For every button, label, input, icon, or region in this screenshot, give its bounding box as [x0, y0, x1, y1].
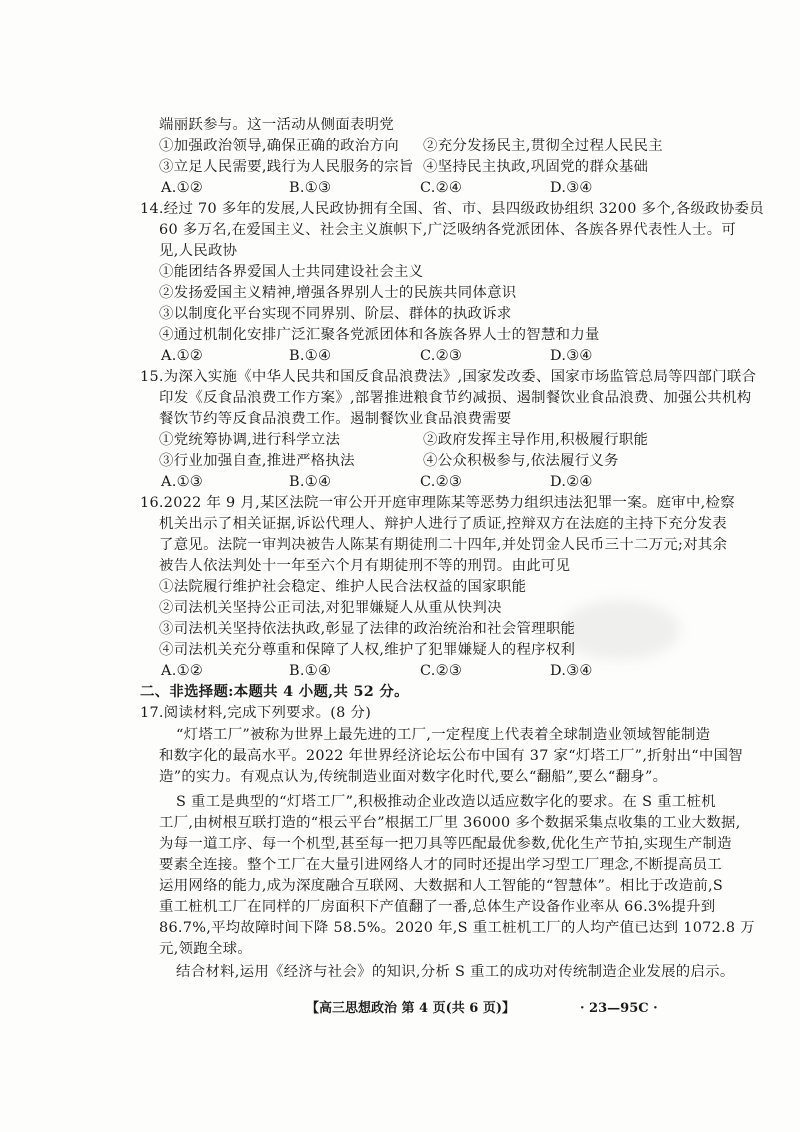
q17-para1-line-1: “灯塔工厂”被称为世界上最先进的工厂,一定程度上代表着全球制造业领域智能制造 — [176, 727, 711, 743]
q14-option-3: ③以制度化平台实现不同界别、阶层、群体的执政诉求 — [159, 306, 512, 322]
q13-choice-d: D.③④ — [550, 180, 593, 196]
q16-choice-b: B.①④ — [289, 663, 332, 679]
q15-option-4: ④公众积极参与,依法履行义务 — [423, 453, 619, 469]
q13-option-1: ①加强政治领导,确保正确的政治方向 — [159, 138, 399, 154]
q17-para2-line-7: 86.7%,平均故障时间下降 58.5%。2020 年,S 重工桩机工厂的人均产值已达到 1072.8 万 — [159, 920, 755, 936]
q15-choice-a: A.①③ — [161, 474, 203, 490]
q17-para2-line-1: S 重工是典型的“灯塔工厂”,积极推动企业改造以适应数字化的要求。在 S 重工桩机 — [176, 794, 716, 810]
q16-stem-line-4: 被告人依法判处十一年至六个月有期徒刑不等的刑罚。由此可见 — [159, 558, 571, 574]
q17-intro: 17.阅读材料,完成下列要求。(8 分) — [140, 705, 372, 721]
q17-para2-line-2: 工厂,由树根互联打造的“根云平台”根据工厂里 36000 多个数据采集点收集的工业大数据, — [159, 815, 741, 831]
q14-option-2: ②发扬爱国主义精神,增强各界别人士的民族共同体意识 — [159, 285, 517, 301]
q14-stem-line-3: 见,人民政协 — [159, 243, 238, 259]
page-footer-label: 【高三思想政治 第 4 页(共 6 页)】 — [306, 1001, 516, 1016]
q14-choice-a: A.①② — [161, 348, 203, 364]
q16-option-4: ④司法机关充分尊重和保障了人权,维护了犯罪嫌疑人的程序权利 — [159, 642, 576, 658]
q17-para2-line-5: 运用网络的能力,成为深度融合互联网、大数据和人工智能的“智慧体”。相比于改造前,S — [159, 878, 724, 894]
q16-option-3: ③司法机关坚持依法执政,彰显了法律的政治统治和社会管理职能 — [159, 621, 576, 637]
q16-choice-a: A.①② — [161, 663, 203, 679]
q13-choice-b: B.①③ — [289, 180, 332, 196]
q13-option-3: ③立足人民需要,践行为人民服务的宗旨 — [159, 159, 414, 175]
q17-task: 结合材料,运用《经济与社会》的知识,分析 S 重工的成功对传统制造企业发展的启示。 — [176, 964, 735, 980]
section-2-heading: 二、非选择题:本题共 4 小题,共 52 分。 — [140, 683, 409, 700]
q14-choice-c: C.②③ — [420, 348, 463, 364]
q17-para2-line-8: 元,领跑全球。 — [159, 941, 253, 957]
q13-option-2: ②充分发扬民主,贯彻全过程人民民主 — [423, 138, 663, 154]
q17-para2-line-6: 重工桩机工厂在同样的厂房面积下产值翻了一番,总体生产设备作业率从 66.3%提升到 — [159, 899, 716, 915]
q15-choice-c: C.②③ — [420, 474, 463, 490]
q15-option-2: ②政府发挥主导作用,积极履行职能 — [423, 432, 649, 448]
q16-option-1: ①法院履行维护社会稳定、维护人民合法权益的国家职能 — [159, 579, 527, 595]
q16-choice-d: D.③④ — [550, 663, 593, 679]
q13-option-4: ④坚持民主执政,巩固党的群众基础 — [423, 159, 649, 175]
page-footer-code: · 23—95C · — [580, 1001, 658, 1016]
q14-option-1: ①能团结各界爱国人士共同建设社会主义 — [159, 264, 424, 280]
q14-stem-line-2: 60 多万名,在爱国主义、社会主义旗帜下,广泛吸纳各党派团体、各族各界代表性人士。可 — [159, 222, 737, 238]
q16-option-2: ②司法机关坚持公正司法,对犯罪嫌疑人从重从快判决 — [159, 600, 502, 616]
q15-option-1: ①党统筹协调,进行科学立法 — [159, 432, 341, 448]
q15-choice-b: B.①④ — [289, 474, 332, 490]
q14-stem-line-1: 14.经过 70 多年的发展,人民政协拥有全国、省、市、县四级政协组织 3200 多个,各级政协委员 — [140, 201, 764, 217]
q14-choice-b: B.①④ — [289, 348, 332, 364]
q13-choice-c: C.②④ — [420, 180, 463, 196]
q15-stem-line-1: 15.为深入实施《中华人民共和国反食品浪费法》,国家发改委、国家市场监管总局等四部门联合 — [140, 369, 757, 385]
q13-tail: 端丽跃参与。这一活动从侧面表明党 — [159, 117, 395, 133]
q16-stem-line-1: 16.2022 年 9 月,某区法院一审公开开庭审理陈某等恶势力组织违法犯罪一案。庭审中,检察 — [140, 495, 735, 511]
q16-stem-line-2: 机关出示了相关证据,诉讼代理人、辩护人进行了质证,控辩双方在法庭的主持下充分发表 — [159, 516, 727, 532]
scan-smudge — [560, 600, 680, 660]
q17-para2-line-4: 要素全连接。整个工厂在大量引进网络人才的同时还提出学习型工厂理念,不断提高员工 — [159, 857, 723, 873]
q15-choice-d: D.②④ — [550, 474, 593, 490]
q14-option-4: ④通过机制化安排广泛汇聚各党派团体和各族各界人士的智慧和力量 — [159, 327, 600, 343]
q14-choice-d: D.③④ — [550, 348, 593, 364]
q15-stem-line-2: 印发《反食品浪费工作方案》,部署推进粮食节约减损、遏制餐饮业食品浪费、加强公共机构 — [159, 390, 752, 406]
q16-choice-c: C.②③ — [420, 663, 463, 679]
q17-para1-line-2: 和数字化的最高水平。2022 年世界经济论坛公布中国有 37 家“灯塔工厂”,折射出“中国智 — [159, 748, 743, 764]
q13-choice-a: A.①② — [161, 180, 203, 196]
q17-para2-line-3: 为每一道工序、每一个机型,甚至每一把刀具等匹配最优参数,优化生产节拍,实现生产制造 — [159, 836, 732, 852]
q16-stem-line-3: 了意见。法院一审判决被告人陈某有期徒刑二十四年,并处罚金人民币三十二万元;对其余 — [159, 537, 728, 553]
q15-stem-line-3: 餐饮节约等反食品浪费工作。遏制餐饮业食品浪费需要 — [159, 411, 512, 427]
q17-para1-line-3: 造”的实力。有观点认为,传统制造业面对数字化时代,要么“翻船”,要么“翻身”。 — [159, 769, 668, 785]
q15-option-3: ③行业加强自查,推进严格执法 — [159, 453, 355, 469]
